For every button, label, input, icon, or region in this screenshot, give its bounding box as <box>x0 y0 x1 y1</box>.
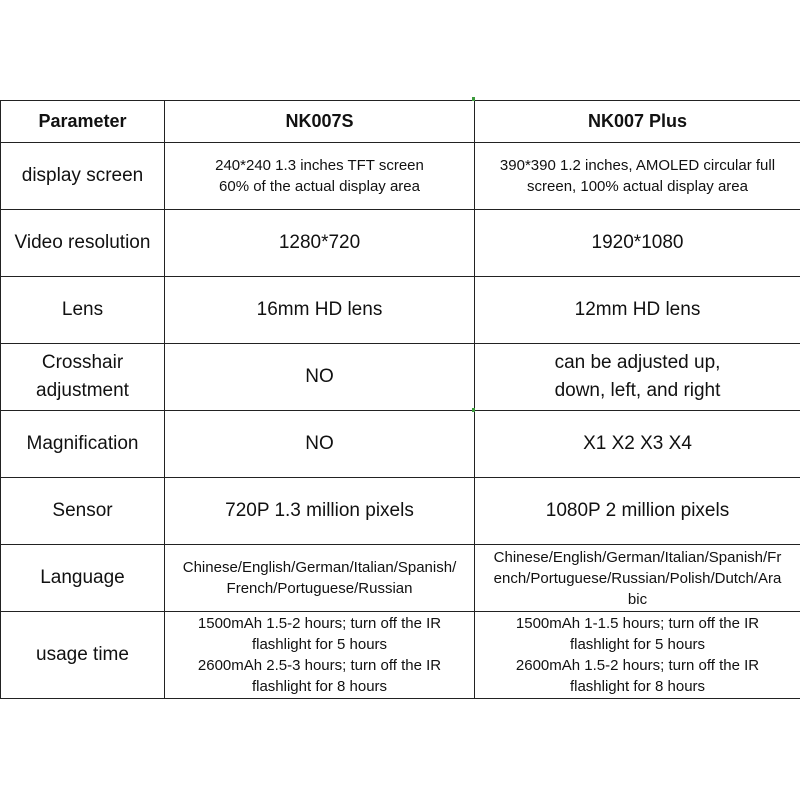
table-row <box>1 277 800 344</box>
table-row <box>1 411 800 478</box>
cell-model-a: Chinese/English/German/Italian/Spanish/ French/Portuguese/Russian <box>165 545 475 612</box>
cell-model-a: 720P 1.3 million pixels <box>165 478 475 545</box>
cell-corner-mark <box>472 408 475 412</box>
table-row <box>1 143 800 210</box>
spec-comparison-table <box>0 100 800 699</box>
cell-model-b: 1080P 2 million pixels <box>475 478 800 545</box>
cell-model-a: NO <box>165 344 475 411</box>
row-label: Language <box>1 545 165 612</box>
table-row <box>1 545 800 612</box>
table-row <box>1 612 800 699</box>
cell-model-a: 1500mAh 1.5-2 hours; turn off the IR flashlight for 5 hours 2600mAh 2.5-3 hours; turn off the IR flashlight for 8 hours <box>165 612 475 699</box>
row-label: Magnification <box>1 411 165 478</box>
row-label: Crosshair adjustment <box>1 344 165 411</box>
row-label: Video resolution <box>1 210 165 277</box>
cell-model-b: 1500mAh 1-1.5 hours; turn off the IR flashlight for 5 hours 2600mAh 1.5-2 hours; turn off the IR flashlight for 8 hours <box>475 612 800 699</box>
cell-model-b: 390*390 1.2 inches, AMOLED circular full screen, 100% actual display area <box>475 143 800 210</box>
row-label: usage time <box>1 612 165 699</box>
table-row <box>1 478 800 545</box>
cell-model-a: 1280*720 <box>165 210 475 277</box>
cell-model-b: Chinese/English/German/Italian/Spanish/Fr ench/Portuguese/Russian/Polish/Dutch/Ara bic <box>475 545 800 612</box>
cell-corner-mark <box>472 97 475 101</box>
row-label: Sensor <box>1 478 165 545</box>
cell-model-b: 12mm HD lens <box>475 277 800 344</box>
cell-model-b: X1 X2 X3 X4 <box>475 411 800 478</box>
table-row <box>1 210 800 277</box>
row-label: Lens <box>1 277 165 344</box>
cell-model-b: 1920*1080 <box>475 210 800 277</box>
row-label: display screen <box>1 143 165 210</box>
table-row <box>1 344 800 411</box>
cell-model-b: can be adjusted up, down, left, and right <box>475 344 800 411</box>
cell-model-a: 240*240 1.3 inches TFT screen 60% of the actual display area <box>165 143 475 210</box>
cell-model-a: NO <box>165 411 475 478</box>
header-model-a: NK007S <box>165 101 475 143</box>
header-parameter: Parameter <box>1 101 165 143</box>
header-row <box>1 101 800 143</box>
cell-model-a: 16mm HD lens <box>165 277 475 344</box>
header-model-b: NK007 Plus <box>475 101 800 143</box>
